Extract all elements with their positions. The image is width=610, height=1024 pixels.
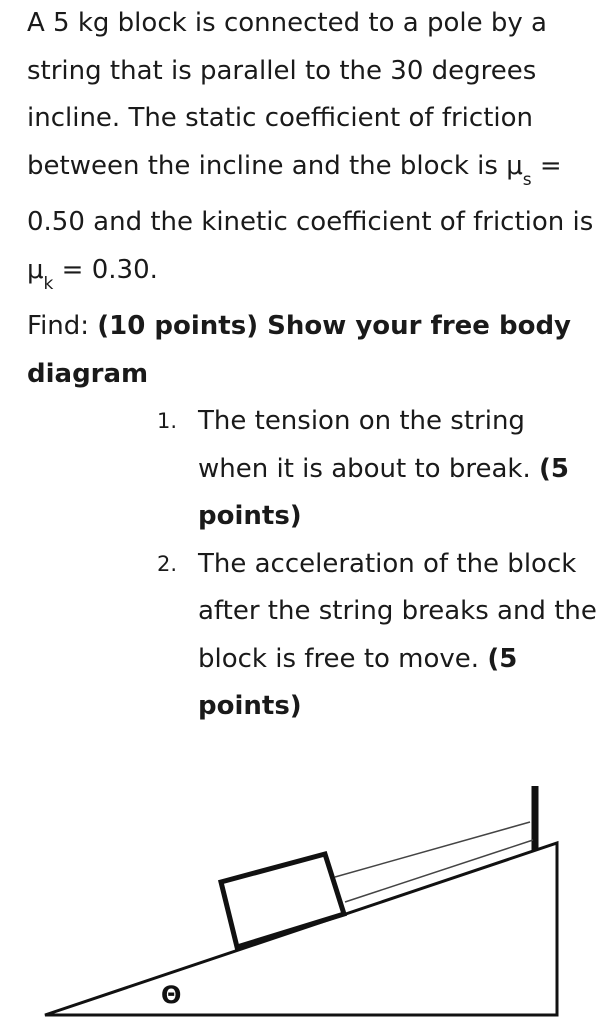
task-number: 1. xyxy=(157,409,178,433)
task-item xyxy=(157,398,597,541)
task-text: The acceleration of the block after the string breaks and the block is free to move. xyxy=(198,548,597,674)
mu-k-subscript: k xyxy=(43,273,54,294)
string-lower xyxy=(345,840,533,902)
find-label: Find: xyxy=(27,311,98,342)
problem-statement xyxy=(27,0,597,398)
mu-s-subscript: s xyxy=(522,169,532,190)
task-item xyxy=(157,541,597,731)
angle-label: Θ xyxy=(161,981,182,1009)
block xyxy=(221,854,344,947)
task-number: 2. xyxy=(157,551,178,576)
task-text: The tension on the string when it is about to break. xyxy=(198,406,539,484)
task-points: (5 points) xyxy=(198,643,518,721)
string-upper xyxy=(335,822,530,877)
task-points: (5 points) xyxy=(198,453,569,531)
problem-intro-3: = 0.30. xyxy=(53,254,158,285)
incline-diagram xyxy=(0,770,610,1024)
task-list xyxy=(157,398,597,731)
find-instruction: (10 points) Show your free body diagram xyxy=(27,311,571,389)
problem-intro-2: = 0.50 and the kinetic coefficient of friction is μ xyxy=(27,150,594,285)
problem-intro-1: A 5 kg block is connected to a pole by a string that is parallel to the 30 degrees incline. The static coefficient of friction between the incline and the block is μ xyxy=(27,8,547,181)
